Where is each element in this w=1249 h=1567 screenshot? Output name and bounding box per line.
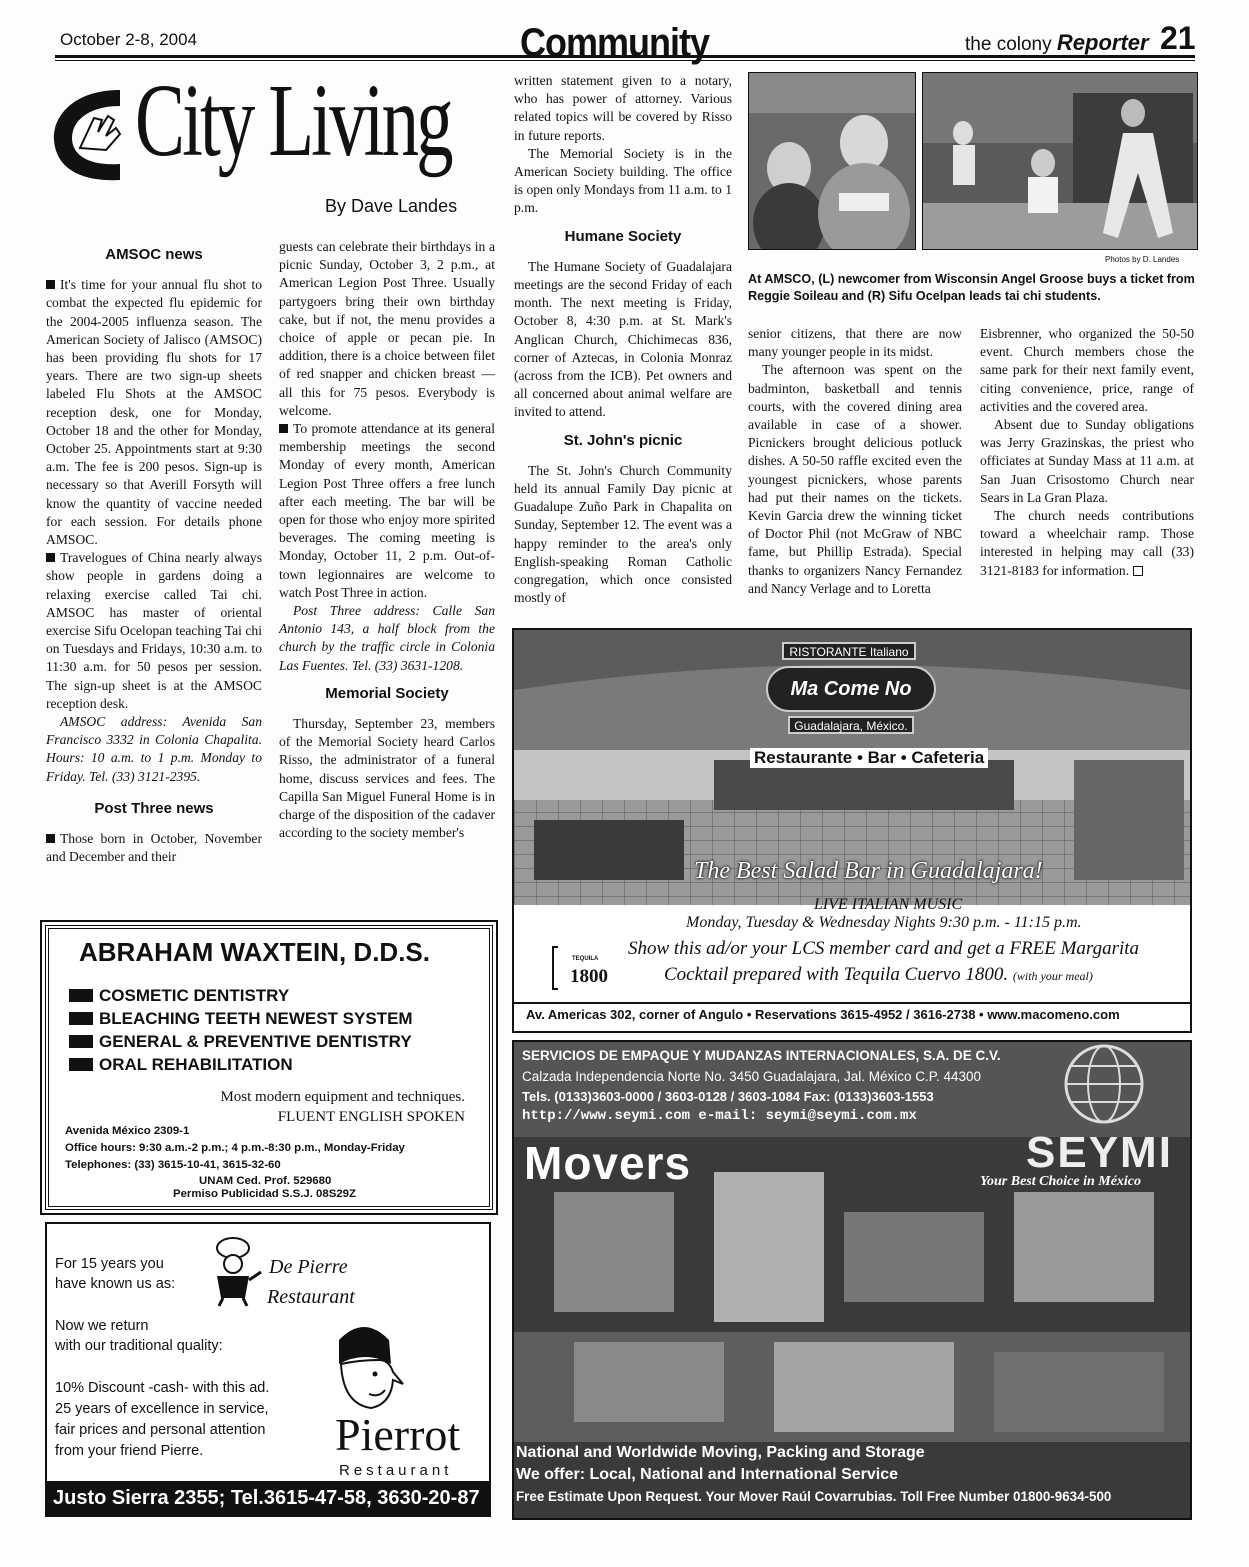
ad-pierre-line: have known us as: bbox=[55, 1276, 176, 1292]
paragraph: The afternoon was spent on the badminton, basketball and tennis courts, with the covered dining area available in case of a shower. Picnickers brought delicious potluck dishes. A 50-50 raffle excited even the youngest picnickers, whose parents had put their names on the tickets. Kevin Garcia drew the winning ticket of Doctor Phil (not McGraw of NBC fame, but Phillip Estrada). Special thanks to organizers Nancy Fernandez and Nancy Verlage and to Loretta bbox=[748, 362, 962, 596]
heading-memorial-society: Memorial Society bbox=[325, 684, 449, 702]
column-4 bbox=[748, 325, 962, 598]
ad-dentist bbox=[45, 925, 493, 1210]
page-number: 21 bbox=[1160, 20, 1196, 56]
ad-ma-come-no-offer: Show this ad/or your LCS member card and get a FREE Margarita bbox=[628, 938, 1140, 959]
ad-pierre-line: 10% Discount -cash- with this ad. bbox=[55, 1380, 270, 1396]
ad-seymi-address: Calzada Independencia Norte No. 3450 Guadalajara, Jal. México C.P. 44300 bbox=[522, 1069, 982, 1084]
ad-seymi-company: SERVICIOS DE EMPAQUE Y MUDANZAS INTERNACIONALES, S.A. DE C.V. bbox=[522, 1048, 1001, 1063]
ad-pierre-footer: Justo Sierra 2355; Tel.3615-47-58, 3630-20-87 bbox=[47, 1481, 489, 1515]
paragraph: The St. John's Church Community held its annual Family Day picnic at Guadalupe Zuño Park in Chapalita on Sunday, September 12. The event was a happy reminder to the area's only English-speaking Roman Catholic congregation, which once consisted mostly of bbox=[514, 462, 732, 606]
ad-pierre-line: from your friend Pierre. bbox=[55, 1443, 204, 1459]
column-3 bbox=[514, 72, 732, 607]
ad-dentist-tagline: Most modern equipment and techniques. bbox=[220, 1089, 465, 1105]
paragraph: The church needs contributions toward a wheelchair ramp. Those interested in helping may call (33) 3121-8183 for information. bbox=[980, 508, 1194, 578]
tequila-logo-label: TEQUILA bbox=[572, 956, 599, 962]
ad-dentist-address: Avenida México 2309-1 bbox=[65, 1125, 190, 1137]
ad-seymi-phones: Tels. (0133)3603-0000 / 3603-0128 / 3603-1084 Fax: (0133)3603-1553 bbox=[522, 1089, 934, 1104]
paper-prefix: the colony bbox=[965, 34, 1052, 55]
ad-seymi-headline: Movers bbox=[524, 1137, 692, 1189]
paragraph: Thursday, September 23, members of the Memorial Society heard Carlos Risso, the administrator of a funeral home, discuss services and fees. The Capilla San Miguel Funeral Home is in charge of the disposition of the cadaver according to the society member's bbox=[279, 716, 495, 841]
paragraph-address: Post Three address: Calle San Antonio 143, a half block from the church by the traffic circle in Colonia Las Fuentes. Tel. (33) 3631-1208. bbox=[279, 603, 495, 673]
photo-ticket-sale bbox=[748, 72, 916, 250]
ad-ma-come-no-footer: Av. Americas 302, corner of Angulo • Reservations 3615-4952 / 3616-2738 • www.macomeno.com bbox=[526, 1007, 1120, 1022]
ad-ma-come-no-music: LIVE ITALIAN MUSIC bbox=[814, 896, 963, 913]
ad-seymi-brand-tag: Your Best Choice in México bbox=[980, 1174, 1142, 1189]
bullet-square-icon bbox=[46, 834, 55, 843]
column-1 bbox=[46, 236, 262, 867]
ad-pierre-line: 25 years of excellence in service, bbox=[55, 1401, 269, 1417]
ad-ma-come-no-types: Restaurante • Bar • Cafeteria bbox=[750, 748, 988, 768]
city-living-hand-icon bbox=[50, 80, 128, 190]
ad-ma-come-no-nights: Monday, Tuesday & Wednesday Nights 9:30 p.m. - 11:15 p.m. bbox=[686, 914, 1082, 931]
issue-date: October 2-8, 2004 bbox=[60, 30, 198, 49]
photo-credit: Photos by D. Landes bbox=[1105, 255, 1180, 264]
tequila-bracket-icon bbox=[552, 946, 558, 990]
ad-seymi-movers bbox=[512, 1040, 1192, 1520]
bullet-bar-icon bbox=[69, 1035, 93, 1048]
paragraph: written statement given to a notary, who has power of attorney. Various related topics will be covered by Risso in future reports. bbox=[514, 73, 732, 143]
byline: By Dave Landes bbox=[325, 196, 458, 216]
paper-title: Reporter bbox=[1056, 30, 1149, 55]
ad-dentist-service: COSMETIC DENTISTRY bbox=[69, 986, 289, 1006]
photo-ticket-sale-image bbox=[749, 73, 916, 250]
heading-st-johns-picnic: St. John's picnic bbox=[563, 431, 683, 449]
ad-dentist-service: BLEACHING TEETH NEWEST SYSTEM bbox=[69, 1009, 413, 1029]
paragraph: To promote attendance at its general membership meetings the second Monday of every month, American Legion Post Three offers a free lunch after each meeting. The bar will be open for those who enjoy more spirited beverages. The coming meeting is Monday, October 11, 2 p.m. Out-of-town legionnaires are welcome to watch Post Three in action. bbox=[279, 421, 495, 600]
ad-seymi-line: Free Estimate Upon Request. Your Mover Raúl Covarrubias. Toll Free Number 01800-9634-500 bbox=[516, 1489, 1112, 1504]
heading-amsoc-news: AMSOC news bbox=[105, 246, 203, 263]
ad-seymi-line: National and Worldwide Moving, Packing and Storage bbox=[516, 1444, 925, 1461]
ad-pierre-line: Now we return bbox=[55, 1318, 149, 1334]
ad-ma-come-no bbox=[512, 628, 1192, 1033]
heading-humane-society: Humane Society bbox=[564, 227, 682, 245]
ad-ma-come-no-slogan: The Best Salad Bar in Guadalajara! bbox=[694, 858, 1043, 884]
paragraph: Eisbrenner, who organized the 50-50 event. Church members chose the same park for their next family event, citing convenience, price, range of activities and the covered area. bbox=[980, 326, 1194, 414]
paper-name bbox=[965, 30, 1149, 56]
pierrot-face-icon bbox=[319, 1320, 409, 1416]
ad-pierre-line: fair prices and personal attention bbox=[55, 1422, 266, 1438]
ad-seymi-line: We offer: Local, National and International Service bbox=[516, 1466, 899, 1483]
ad-ma-come-no-top: RISTORANTE Italiano bbox=[782, 642, 916, 660]
column-title: City Living bbox=[135, 63, 451, 178]
paragraph: senior citizens, that there are now many younger people in its midst. bbox=[748, 326, 962, 360]
paragraph: It's time for your annual flu shot to combat the expected flu epidemic for the 2004-2005 influenza season. The American Society of Jalisco (AMSOC) has been providing flu shots for 17 years. There are two sign-up sheets labeled Flu Shots at the AMSOC reception desk, one for Monday, October 18 and the other for Monday, October 25. Appointments start at 9:30 a.m. The fee is 200 pesos. Sign-up is necessary so that Averill Forsyth will know the quantity of vaccine needed for each session. For details phone AMSOC. bbox=[46, 277, 262, 548]
ad-dentist-permit: Permiso Publicidad S.S.J. 08S29Z bbox=[173, 1188, 356, 1200]
ad-pierre-logo: Pierrot bbox=[335, 1409, 461, 1460]
section-title: Community bbox=[520, 19, 709, 65]
ad-divider bbox=[514, 1002, 1190, 1004]
paragraph: Travelogues of China nearly always show people in gardens doing a relaxing exercise called Tai chi. AMSOC has master of oriental exercise Sifu Ocelopan teaching Tai chi on Tuesdays and Fridays, 10:30 a.m. to 11:30 a.m. for 50 pesos per session. The sign-up sheet is at the AMSOC reception desk. bbox=[46, 550, 262, 711]
photo-tai-chi-image bbox=[923, 73, 1198, 250]
column-2 bbox=[279, 238, 495, 843]
photo-tai-chi bbox=[922, 72, 1198, 250]
bullet-bar-icon bbox=[69, 989, 93, 1002]
ad-ma-come-no-city: Guadalajara, México. bbox=[788, 716, 914, 734]
paragraph: guests can celebrate their birthdays in a picnic Sunday, October 3, 2 p.m., at American Legion Post Three. Usually partygoers bring their own birthday cake, but if not, the menu provides a choice of apple or pecan pie. In addition, there is a choice between filet of red snapper and chicken breast — all this for 75 pesos. Everybody is welcome. bbox=[279, 239, 495, 418]
ad-seymi-brand: SEYMI bbox=[1026, 1128, 1173, 1177]
column-5 bbox=[980, 325, 1194, 580]
bullet-square-icon bbox=[46, 553, 55, 562]
ad-ma-come-no-logo: Ma Come No bbox=[766, 666, 936, 712]
bullet-square-icon bbox=[46, 280, 55, 289]
ad-pierre-line: For 15 years you bbox=[55, 1256, 164, 1272]
ad-dentist-name: ABRAHAM WAXTEIN, D.D.S. bbox=[79, 937, 430, 967]
ad-dentist-service: GENERAL & PREVENTIVE DENTISTRY bbox=[69, 1032, 412, 1052]
ad-dentist-cedula: UNAM Ced. Prof. 529680 bbox=[199, 1175, 332, 1187]
ad-dentist-hours: Office hours: 9:30 a.m.-2 p.m.; 4 p.m.-8:30 p.m., Monday-Friday bbox=[65, 1142, 405, 1154]
header-rule-thin bbox=[55, 60, 1195, 61]
ad-dentist-service: ORAL REHABILITATION bbox=[69, 1055, 293, 1075]
paragraph-address: AMSOC address: Avenida San Francisco 3332 in Colonia Chapalita. Hours: 10 a.m. to 1 p.m. Monday to Friday. Tel. (33) 3121-2395. bbox=[46, 714, 262, 784]
end-mark-icon bbox=[1133, 566, 1143, 576]
ad-dentist-english: FLUENT ENGLISH SPOKEN bbox=[277, 1109, 465, 1125]
ad-pierre-logo-sub: Restaurant bbox=[339, 1462, 453, 1479]
paragraph: Absent due to Sunday obligations was Jerry Grazinskas, the priest who officiates at Sunday Mass at 11 a.m. at San Juan Crisostomo Church near Sears in La Gran Plaza. bbox=[980, 417, 1194, 505]
bullet-square-icon bbox=[279, 424, 288, 433]
bullet-bar-icon bbox=[69, 1058, 93, 1071]
header-rule bbox=[55, 55, 1195, 58]
ad-seymi-web: http://www.seymi.com e-mail: seymi@seymi.com.mx bbox=[522, 1108, 917, 1124]
paragraph: The Humane Society of Guadalajara meetings are the second Friday of each month. The next meeting is Friday, October 8, 4:30 p.m. at St. Mark's Anglican Church, Chichimecas 836, corner of Aztecas, in Colonia Monraz (across from the ICB). Pet owners and all concerned about animal welfare are invited to attend. bbox=[514, 258, 732, 420]
paragraph: The Memorial Society is in the American Society building. The office is open only Mondays from 11 a.m. to 1 p.m. bbox=[514, 145, 732, 216]
ad-pierre-logo-old-sub: Restaurant bbox=[267, 1286, 355, 1308]
paragraph: Those born in October, November and December and their bbox=[46, 831, 262, 865]
bullet-bar-icon bbox=[69, 1012, 93, 1025]
heading-post-three-news: Post Three news bbox=[94, 799, 214, 817]
ad-dentist-phones: Telephones: (33) 3615-10-41, 3615-32-60 bbox=[65, 1159, 281, 1171]
chef-figure-icon bbox=[203, 1236, 263, 1308]
photo-caption: At AMSCO, (L) newcomer from Wisconsin Angel Groose buys a ticket from Reggie Soileau and (R) Sifu Ocelpan leads tai chi students. bbox=[748, 272, 1195, 303]
ad-pierre-line: with our traditional quality: bbox=[55, 1338, 223, 1354]
ad-pierre-logo-old: De Pierre bbox=[269, 1256, 348, 1278]
ad-ma-come-no-offer-2: Cocktail prepared with Tequila Cuervo 1800. (with your meal) bbox=[664, 964, 1093, 985]
ad-pierrot-restaurant bbox=[45, 1222, 491, 1517]
tequila-logo: 1800 bbox=[570, 966, 608, 987]
